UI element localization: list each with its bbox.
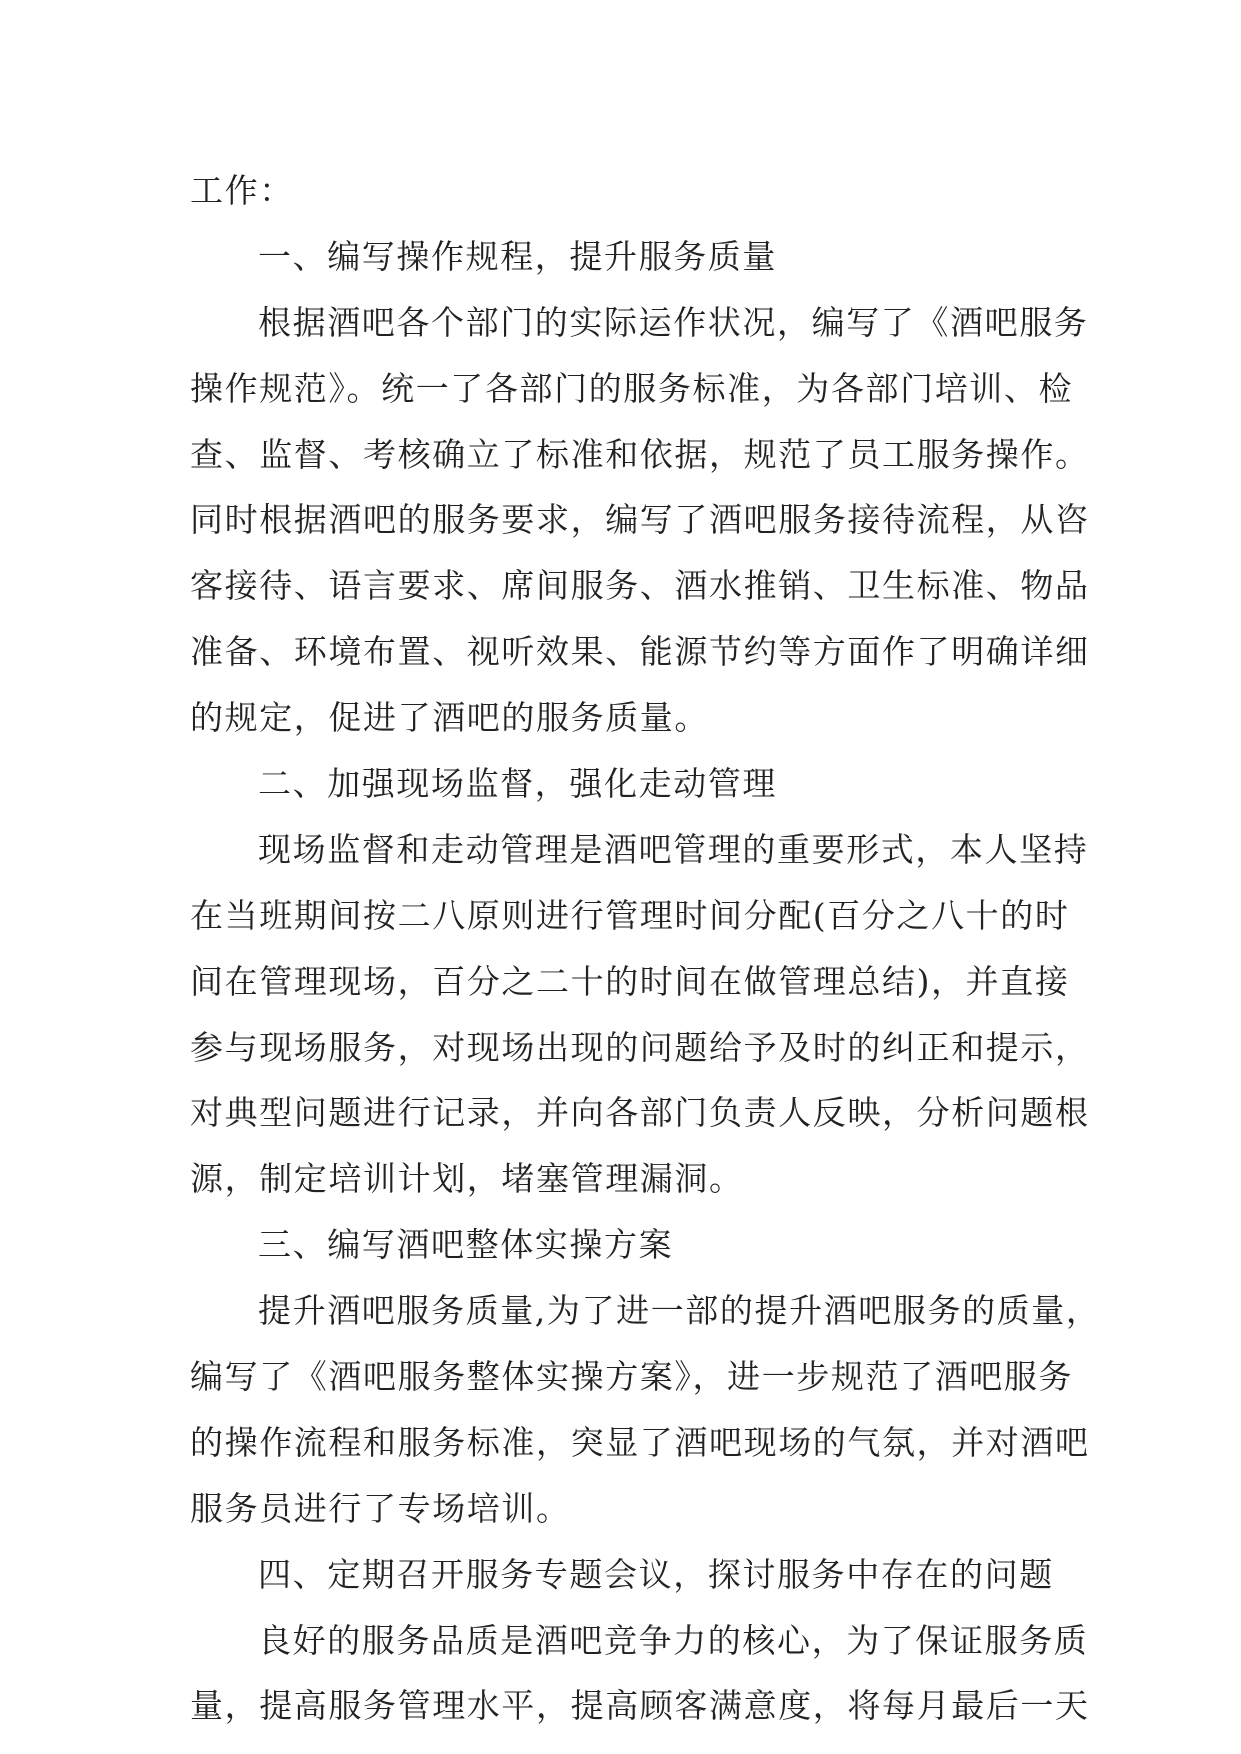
text-line: 编写了《酒吧服务整体实操方案》，进一步规范了酒吧服务 (190, 1357, 1074, 1397)
text-line: 的规定，促进了酒吧的服务质量。 (190, 698, 709, 738)
section-heading-4: 四、定期召开服务专题会议，探讨服务中存在的问题 (258, 1554, 1054, 1594)
text-line: 参与现场服务，对现场出现的问题给予及时的纠正和提示， (190, 1027, 1090, 1067)
section-heading-2: 二、加强现场监督，强化走动管理 (258, 764, 777, 804)
text-line: 良好的服务品质是酒吧竞争力的核心，为了保证服务质 (258, 1620, 1089, 1660)
text-line: 对典型问题进行记录，并向各部门负责人反映，分析问题根 (190, 1093, 1090, 1133)
text-line: 间在管理现场，百分之二十的时间在做管理总结)，并直接 (190, 961, 1070, 1001)
text-line: 查、监督、考核确立了标准和依据，规范了员工服务操作。 (190, 434, 1090, 474)
text-line: 客接待、语言要求、席间服务、酒水推销、卫生标准、物品 (190, 566, 1090, 606)
text-line: 的操作流程和服务标准，突显了酒吧现场的气氛，并对酒吧 (190, 1422, 1090, 1462)
text-line: 操作规范》。统一了各部门的服务标准，为各部门培训、检 (190, 368, 1074, 408)
text-line: 现场监督和走动管理是酒吧管理的重要形式，本人坚持 (258, 829, 1089, 869)
text-line: 服务员进行了专场培训。 (190, 1488, 571, 1528)
text-line: 提升酒吧服务质量,为了进一部的提升酒吧服务的质量， (258, 1291, 1101, 1331)
text-line: 同时根据酒吧的服务要求，编写了酒吧服务接待流程，从咨 (190, 500, 1090, 540)
section-heading-1: 一、编写操作规程，提升服务质量 (258, 236, 777, 276)
section-heading-3: 三、编写酒吧整体实操方案 (258, 1225, 674, 1265)
text-line: 源，制定培训计划，堵塞管理漏洞。 (190, 1159, 744, 1199)
text-line: 根据酒吧各个部门的实际运作状况，编写了《酒吧服务 (258, 302, 1089, 342)
text-line: 在当班期间按二八原则进行管理时间分配(百分之八十的时 (190, 895, 1070, 935)
document-body (190, 158, 1101, 1739)
text-line: 量，提高服务管理水平，提高顾客满意度，将每月最后一天 (190, 1686, 1090, 1726)
text-line: 准备、环境布置、视听效果、能源节约等方面作了明确详细 (190, 632, 1090, 672)
text-line: 工作： (190, 171, 294, 210)
